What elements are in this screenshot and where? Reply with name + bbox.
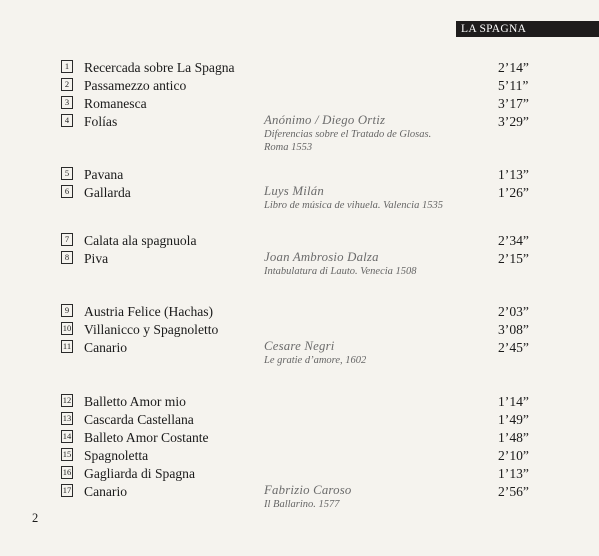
composer-name: Luys Milán xyxy=(264,184,324,198)
album-title: LA SPAGNA xyxy=(461,23,527,35)
composer-name: Cesare Negri xyxy=(264,339,335,353)
track-duration: 3’17” xyxy=(498,96,529,111)
track-number-box: 3 xyxy=(61,96,73,109)
composer-name: Joan Ambrosio Dalza xyxy=(264,250,379,264)
credit-block xyxy=(264,113,431,154)
track-title: Cascarda Castellana xyxy=(84,412,194,427)
track-row xyxy=(0,465,599,483)
track-number-box: 9 xyxy=(61,304,73,317)
track-row xyxy=(0,393,599,411)
track-duration: 5’11” xyxy=(498,78,529,93)
track-row xyxy=(0,321,599,339)
track-number-box: 4 xyxy=(61,114,73,127)
track-number-box: 6 xyxy=(61,185,73,198)
track-number-box: 15 xyxy=(62,449,72,459)
track-title: Gagliarda di Spagna xyxy=(84,466,195,481)
credit-block xyxy=(264,250,417,278)
track-number-box: 13 xyxy=(62,413,72,423)
source-line: Libro de música de vihuela. Valencia 1535 xyxy=(264,200,443,211)
track-row xyxy=(0,303,599,321)
page-number: 2 xyxy=(32,511,39,525)
track-title: Villanicco y Spagnoletto xyxy=(84,322,219,337)
track-title: Gallarda xyxy=(84,185,131,200)
source-line: Le gratie d’amore, 1602 xyxy=(264,355,367,366)
credit-block xyxy=(264,184,443,212)
track-title: Canario xyxy=(84,340,128,355)
track-title: Recercada sobre La Spagna xyxy=(84,60,235,75)
source-line: Roma 1553 xyxy=(264,142,313,153)
track-title: Canario xyxy=(84,484,128,499)
credit-block xyxy=(264,483,352,511)
track-duration: 2’56” xyxy=(498,484,529,499)
track-title: Calata ala spagnuola xyxy=(84,233,197,248)
track-row xyxy=(0,411,599,429)
track-row xyxy=(0,447,599,465)
track-number-box: 10 xyxy=(62,323,72,333)
track-duration: 1’26” xyxy=(498,185,529,200)
track-title: Piva xyxy=(84,251,109,266)
credit-block xyxy=(264,339,366,367)
source-line: Intabulatura di Lauto. Venecia 1508 xyxy=(264,266,417,277)
track-title: Austria Felice (Hachas) xyxy=(84,304,214,319)
track-row xyxy=(0,77,599,95)
track-number-box: 14 xyxy=(62,431,72,441)
track-number-box: 17 xyxy=(62,485,72,495)
track-duration: 2’03” xyxy=(498,304,529,319)
track-duration: 2’34” xyxy=(498,233,529,248)
track-duration: 3’29” xyxy=(498,114,529,129)
track-number-box: 8 xyxy=(61,251,73,264)
track-row xyxy=(0,95,599,113)
track-title: Folías xyxy=(84,114,118,129)
track-row xyxy=(0,232,599,250)
composer-name: Fabrizio Caroso xyxy=(264,483,352,497)
track-title: Balleto Amor Costante xyxy=(84,430,209,445)
track-row xyxy=(0,429,599,447)
track-number-box: 2 xyxy=(61,78,73,91)
track-duration: 2’45” xyxy=(498,340,529,355)
track-duration: 1’13” xyxy=(498,167,529,182)
track-number-box: 12 xyxy=(62,395,72,405)
source-line: Il Ballarino. 1577 xyxy=(264,499,340,510)
track-title: Romanesca xyxy=(84,96,147,111)
track-title: Spagnoletta xyxy=(84,448,149,463)
track-row xyxy=(0,59,599,77)
track-duration: 1’13” xyxy=(498,466,529,481)
album-title-box xyxy=(456,21,599,37)
track-title: Pavana xyxy=(84,167,124,182)
composer-name: Anónimo / Diego Ortiz xyxy=(264,113,386,127)
track-duration: 2’15” xyxy=(498,251,529,266)
track-duration: 3’08” xyxy=(498,322,529,337)
track-title: Passamezzo antico xyxy=(84,78,187,93)
track-number-box: 11 xyxy=(62,341,72,351)
track-number-box: 5 xyxy=(61,167,73,180)
track-number-box: 1 xyxy=(61,60,73,73)
track-number-box: 16 xyxy=(62,467,72,477)
track-duration: 1’48” xyxy=(498,430,529,445)
track-duration: 2’10” xyxy=(498,448,529,463)
track-title: Balletto Amor mio xyxy=(84,394,186,409)
track-duration: 2’14” xyxy=(498,60,529,75)
track-duration: 1’49” xyxy=(498,412,529,427)
track-row xyxy=(0,166,599,184)
track-number-box: 7 xyxy=(61,233,73,246)
track-duration: 1’14” xyxy=(498,394,529,409)
source-line: Diferencias sobre el Tratado de Glosas. xyxy=(264,129,432,140)
